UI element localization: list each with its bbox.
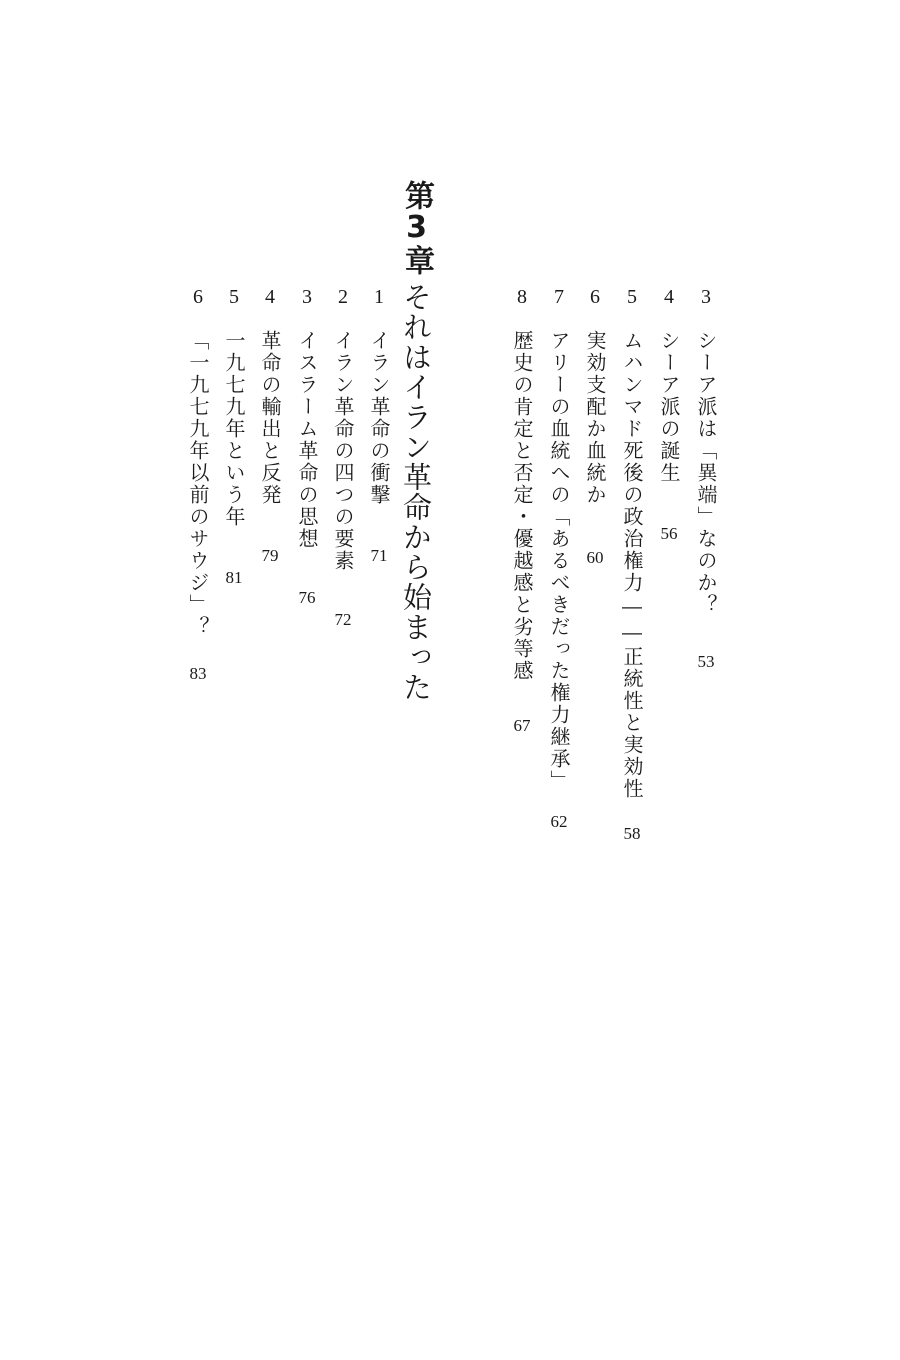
section-title: 革命の輸出と反発 bbox=[258, 330, 282, 506]
page-number: 83 bbox=[189, 664, 207, 683]
page-number: 72 bbox=[334, 610, 352, 629]
section-title: イラン革命の衝撃 bbox=[367, 330, 391, 506]
section-number: 2 bbox=[338, 286, 348, 308]
section-number: 1 bbox=[374, 286, 384, 308]
section-number: 3 bbox=[302, 286, 312, 308]
section-number: 6 bbox=[193, 286, 203, 308]
section-title: イスラーム革命の思想 bbox=[295, 330, 319, 550]
section-number: 5 bbox=[229, 286, 239, 308]
page-number: 67 bbox=[513, 716, 531, 735]
section-title: イラン革命の四つの要素 bbox=[331, 330, 355, 572]
page-number: 62 bbox=[550, 812, 568, 831]
chapter-title: それはイラン革命から始まった bbox=[399, 282, 433, 702]
page-number: 53 bbox=[697, 652, 715, 671]
section-number: 4 bbox=[265, 286, 275, 308]
section-title: シーア派の誕生 bbox=[657, 330, 681, 484]
section-title: シーア派は「異端」なのか？ bbox=[694, 330, 718, 616]
section-title: ムハンマド死後の政治権力――正統性と実効性 bbox=[620, 330, 644, 800]
page-number: 81 bbox=[225, 568, 243, 587]
chapter-label: 第3章 bbox=[399, 180, 434, 275]
section-number: 6 bbox=[590, 286, 600, 308]
page-number: 76 bbox=[298, 588, 316, 607]
page-number: 79 bbox=[261, 546, 279, 565]
section-title: 一九七九年という年 bbox=[222, 330, 246, 528]
section-title: 「一九七九年以前のサウジ」？ bbox=[186, 330, 210, 638]
section-number: 4 bbox=[664, 286, 674, 308]
section-title: アリーの血統への「あるべきだった権力継承」 bbox=[547, 330, 571, 792]
section-title: 歴史の肯定と否定・優越感と劣等感 bbox=[510, 330, 534, 682]
section-number: 5 bbox=[627, 286, 637, 308]
page-number: 60 bbox=[586, 548, 604, 567]
page-number: 58 bbox=[623, 824, 641, 843]
section-number: 7 bbox=[554, 286, 564, 308]
section-title: 実効支配か血統か bbox=[583, 330, 607, 506]
section-number: 8 bbox=[517, 286, 527, 308]
page-number: 56 bbox=[660, 524, 678, 543]
page-number: 71 bbox=[370, 546, 388, 565]
section-number: 3 bbox=[701, 286, 711, 308]
